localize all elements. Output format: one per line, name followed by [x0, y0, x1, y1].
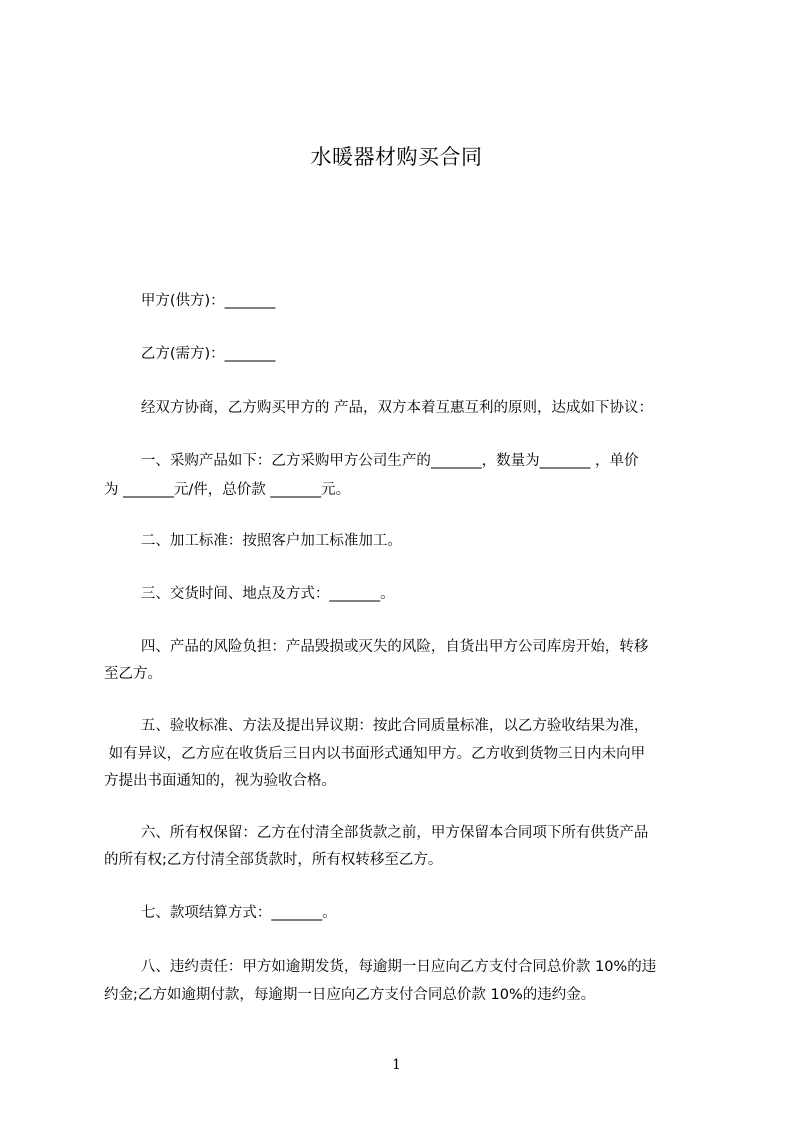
- clause-5-line-1: 五、验收标准、方法及提出异议期：按此合同质量标准，以乙方验收结果为准，: [104, 718, 649, 734]
- party-b-line: 乙方(需方)：_______: [104, 346, 276, 362]
- clause-1-line-2: 为 _______元/件，总价款 _______元。: [104, 482, 351, 498]
- clause-2: 二、加工标准：按照客户加工标准加工。: [104, 533, 402, 549]
- clause-5-line-3: 方提出书面通知的，视为验收合格。: [104, 773, 336, 789]
- clause-6-line-1: 六、所有权保留：乙方在付清全部货款之前，甲方保留本合同项下所有供货产品: [104, 825, 649, 841]
- intro-paragraph: 经双方协商，乙方购买甲方的 产品，双方本着互惠互利的原则，达成如下协议：: [104, 400, 653, 416]
- clause-4-line-2: 至乙方。: [104, 666, 162, 682]
- page-number: 1: [392, 1057, 401, 1073]
- clause-3: 三、交货时间、地点及方式：_______。: [104, 586, 395, 602]
- clause-6-line-2: 的所有权;乙方付清全部货款时，所有权转移至乙方。: [104, 852, 443, 868]
- clause-7: 七、款项结算方式：_______。: [104, 905, 337, 921]
- document-title: 水暖器材购买合同: [310, 145, 483, 169]
- clause-5-line-2: 如有异议，乙方应在收货后三日内以书面形式通知甲方。乙方收到货物三日内未向甲: [104, 746, 646, 762]
- clause-8-line-2: 约金;乙方如逾期付款，每逾期一日应向乙方支付合同总价款 10%的违约金。: [104, 987, 596, 1003]
- clause-8-line-1: 八、违约责任：甲方如逾期发货，每逾期一日应向乙方支付合同总价款 10%的违: [104, 959, 657, 975]
- clause-4-line-1: 四、产品的风险负担：产品毁损或灭失的风险，自货出甲方公司库房开始，转移: [104, 639, 649, 655]
- party-a-line: 甲方(供方)：_______: [104, 293, 276, 309]
- clause-1-line-1: 一、采购产品如下：乙方采购甲方公司生产的_______，数量为_______ ，单价: [104, 453, 639, 469]
